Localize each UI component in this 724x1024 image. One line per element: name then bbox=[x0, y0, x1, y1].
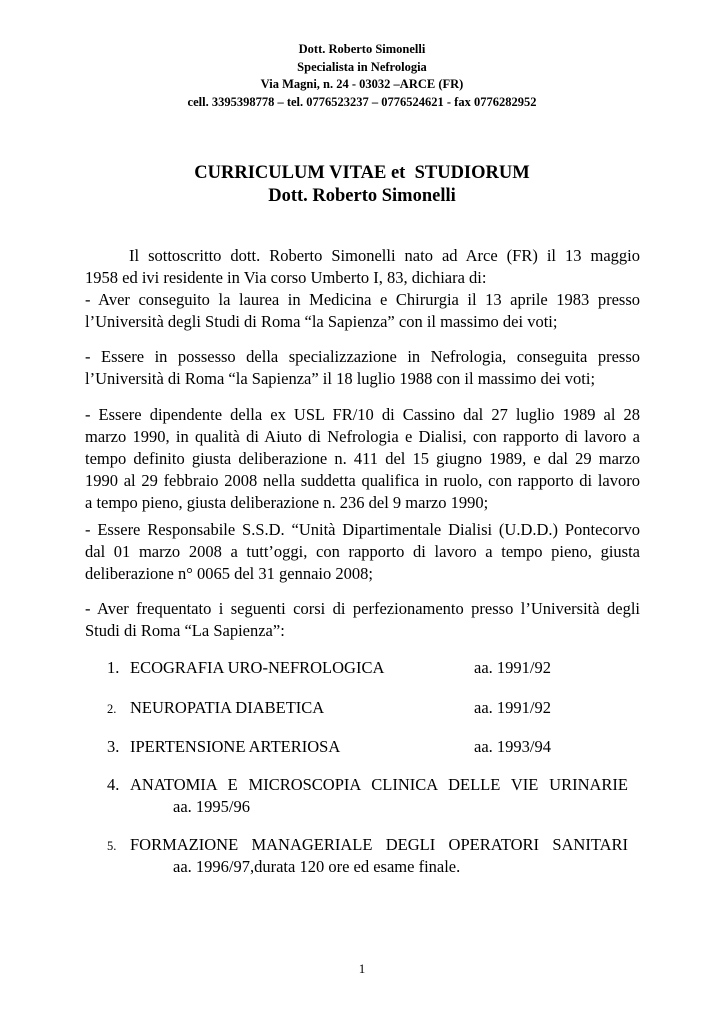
list-item-course bbox=[107, 736, 642, 758]
paragraph-line: marzo 1990, in qualità di Aiuto di Nefrologia e Dialisi, con rapporto di lavoro a bbox=[85, 427, 640, 446]
list-item-number: 2. bbox=[107, 702, 117, 716]
intro-line-1: Il sottoscritto dott. Roberto Simonelli nato ad Arce (FR) il 13 maggio bbox=[129, 246, 640, 265]
letterhead-address: Via Magni, n. 24 - 03032 –ARCE (FR) bbox=[260, 77, 464, 91]
paragraph-specialization bbox=[85, 346, 640, 390]
paragraph-line: - Aver conseguito la laurea in Medicina e Chirurgia il 13 aprile 1983 presso bbox=[85, 290, 640, 309]
paragraph-responsibility bbox=[85, 519, 640, 585]
list-item-number: 1. bbox=[107, 658, 120, 677]
paragraph-line: a tempo pieno, giusta deliberazione n. 236 del 9 marzo 1990; bbox=[85, 493, 489, 512]
paragraph-line: tempo definito giusta deliberazione n. 411 del 15 giugno 1989, e dal 29 marzo bbox=[85, 449, 640, 468]
letterhead bbox=[0, 41, 724, 111]
list-item-course bbox=[107, 774, 642, 816]
paragraph-courses-intro bbox=[85, 598, 640, 642]
paragraph-line: l’Università di Roma “la Sapienza” il 18 luglio 1988 con il massimo dei voti; bbox=[85, 369, 596, 388]
paragraph-line: 1990 al 29 febbraio 2008 nella suddetta qualifica in ruolo, con rapporto di lavoro bbox=[85, 471, 640, 490]
paragraph-degree bbox=[85, 289, 640, 333]
paragraph-line: dal 01 marzo 2008 a tutt’oggi, con rapporto di lavoro a tempo pieno, giusta bbox=[85, 542, 640, 561]
course-name: NEUROPATIA DIABETICA bbox=[130, 698, 325, 717]
intro-line-2: 1958 ed ivi residente in Via corso Umberto I, 83, dichiara di: bbox=[85, 268, 487, 287]
paragraph-line: l’Università degli Studi di Roma “la Sapienza” con il massimo dei voti; bbox=[85, 312, 558, 331]
paragraph-line: - Essere Responsabile S.S.D. “Unità Dipartimentale Dialisi (U.D.D.) Pontecorvo bbox=[85, 520, 640, 539]
course-name: ECOGRAFIA URO-NEFROLOGICA bbox=[130, 658, 385, 677]
course-year: aa. 1995/96 bbox=[173, 797, 250, 816]
paragraph-employment bbox=[85, 404, 640, 514]
paragraph-line: - Essere in possesso della specializzazione in Nefrologia, conseguita presso bbox=[85, 347, 640, 366]
title-line-2: Dott. Roberto Simonelli bbox=[268, 186, 456, 206]
list-item-course bbox=[107, 657, 642, 679]
list-item-number: 3. bbox=[107, 737, 120, 756]
list-item-number: 4. bbox=[107, 775, 120, 794]
intro-paragraph bbox=[85, 245, 640, 289]
list-item-course bbox=[107, 834, 642, 876]
page-number: 1 bbox=[358, 961, 366, 976]
letterhead-specialty: Specialista in Nefrologia bbox=[297, 59, 427, 74]
course-year: aa. 1991/92 bbox=[474, 698, 551, 717]
letterhead-contacts: cell. 3395398778 – tel. 0776523237 – 0776524621 - fax 0776282952 bbox=[187, 94, 537, 109]
course-name: FORMAZIONE MANAGERIALE DEGLI OPERATORI SANITARI bbox=[130, 835, 628, 854]
paragraph-line: - Essere dipendente della ex USL FR/10 di Cassino dal 27 luglio 1989 al 28 bbox=[85, 405, 640, 424]
course-year: aa. 1993/94 bbox=[474, 737, 551, 756]
list-item-course bbox=[107, 697, 642, 720]
course-year: aa. 1991/92 bbox=[474, 658, 551, 677]
paragraph-line: deliberazione n° 0065 del 31 gennaio 2008; bbox=[85, 564, 373, 583]
letterhead-name: Dott. Roberto Simonelli bbox=[298, 42, 426, 56]
title-line-1: CURRICULUM VITAE et STUDIORUM bbox=[194, 163, 530, 183]
course-name: IPERTENSIONE ARTERIOSA bbox=[130, 737, 341, 756]
paragraph-line: Studi di Roma “La Sapienza”: bbox=[85, 621, 285, 640]
course-year: aa. 1996/97,durata 120 ore ed esame finale. bbox=[173, 857, 461, 876]
paragraph-line: - Aver frequentato i seguenti corsi di perfezionamento presso l’Università degli bbox=[85, 599, 640, 618]
list-item-number: 5. bbox=[107, 839, 117, 853]
document-title bbox=[0, 162, 724, 208]
course-name: ANATOMIA E MICROSCOPIA CLINICA DELLE VIE URINARIE bbox=[130, 775, 628, 794]
